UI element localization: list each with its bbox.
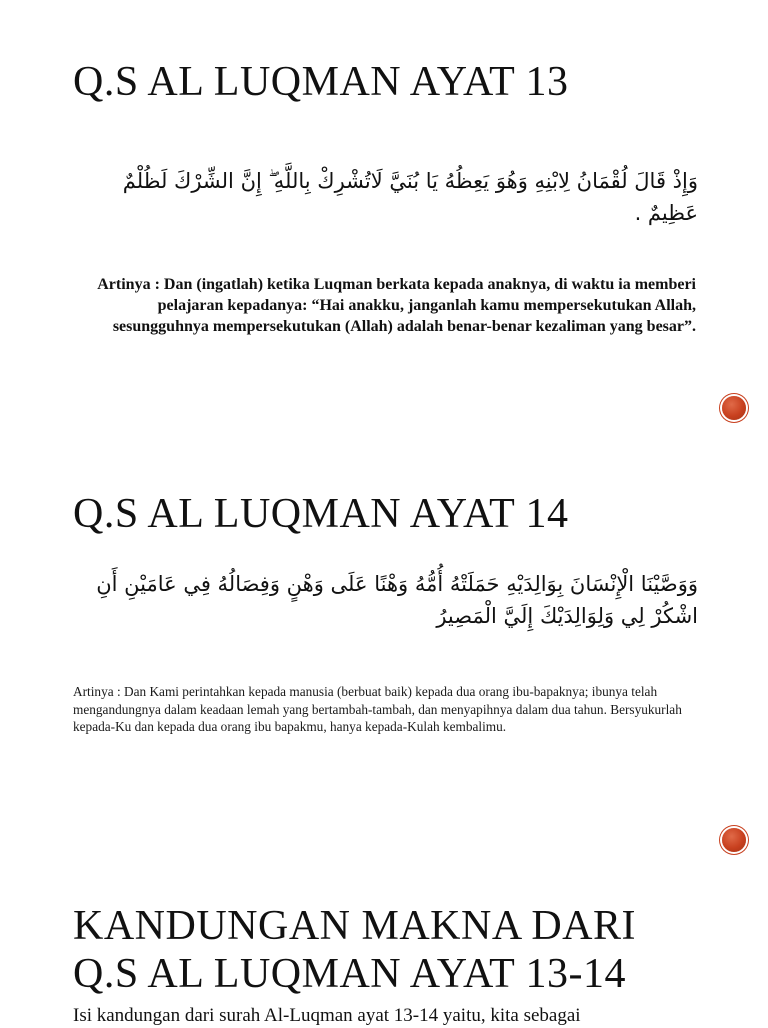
verse-translation: Artinya : Dan (ingatlah) ketika Luqman berkata kepada anaknya, di waktu ia memberi pelajaran kepadanya: “Hai anakku, janganlah kamu mempersekutukan Allah, sesungguhnya mempersekutukan (Allah) adalah benar-benar kezaliman yang besar”. [97, 276, 696, 335]
verse-translation: Artinya : Dan Kami perintahkan kepada manusia (berbuat baik) kepada dua orang ibu-bapaknya; ibunya telah mengandungnya dalam keadaan lemah yang bertambah-tambah, dan menyapihnya dalam dua tahun. Bersyukurlah kepada-Ku dan kepada dua orang ibu bapakmu, hanya kepada-Kulah kembalimu. [73, 684, 682, 734]
slide-title-line-2: Q.S AL LUQMAN AYAT 13-14 [73, 951, 627, 997]
slide-ayat-13 [0, 0, 768, 440]
arabic-verse: وَوَصَّيْنَا الْإِنْسَانَ بِوَالِدَيْهِ حَمَلَتْهُ أُمُّهُ وَهْنًا عَلَى وَهْنٍ وَفِصَالُهُ فِي عَامَيْنِ أَنِ اشْكُرْ لِي وَلِوَالِدَيْكَ إِلَيَّ الْمَصِيرُ [96, 572, 698, 628]
slide-kandungan-makna [0, 870, 768, 1024]
arabic-verse: وَإِذْ قَالَ لُقْمَانُ لِابْنِهِ وَهُوَ يَعِظُهُ يَا بُنَيَّ لَاتُشْرِكْ بِاللَّهِ ۖ إِنَّ الشِّرْكَ لَظُلْمٌ عَظِيمٌ . [122, 169, 698, 225]
slide-ayat-14 [0, 440, 768, 870]
accent-dot [722, 828, 746, 852]
slide-title: Q.S AL LUQMAN AYAT 13 [73, 59, 569, 105]
slide-title: Q.S AL LUQMAN AYAT 14 [73, 491, 569, 537]
body-text: Isi kandungan dari surah Al-Luqman ayat 13-14 yaitu, kita sebagai [73, 1005, 581, 1026]
accent-dot [722, 396, 746, 420]
slide-title-line-1: KANDUNGAN MAKNA DARI [73, 903, 636, 949]
